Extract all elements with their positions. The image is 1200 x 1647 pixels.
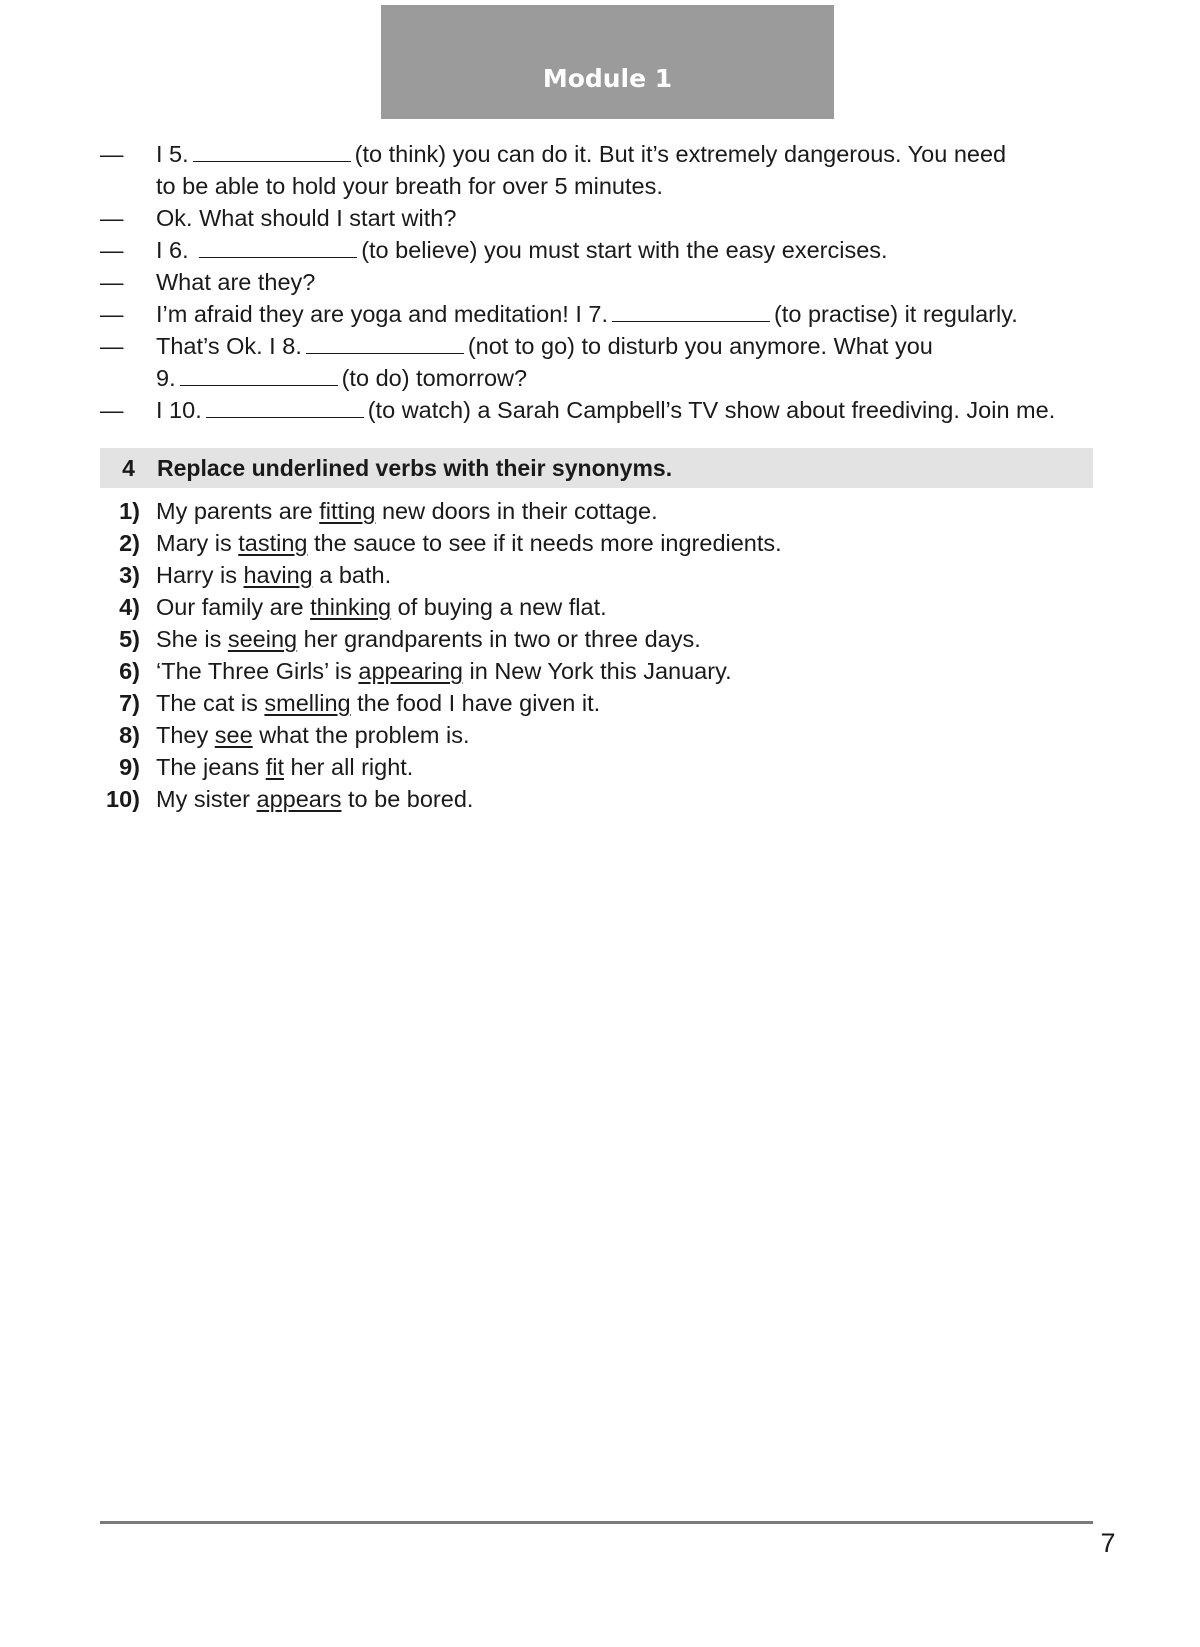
item-text-after: the sauce to see if it needs more ingredients.	[307, 530, 782, 556]
item-text-before: Our family are	[156, 594, 311, 620]
dialogue-segment: (to believe) you must start with the easy exercises.	[361, 237, 888, 263]
item-number: 5)	[119, 626, 140, 652]
dialogue-line	[100, 266, 1100, 298]
dialogue-dash: —	[100, 205, 124, 231]
item-text	[156, 527, 782, 559]
dialogue-line	[100, 234, 1100, 266]
item-text-after: her grandparents in two or three days.	[297, 626, 701, 652]
item-text-before: Harry is	[156, 562, 244, 588]
dialogue-line	[100, 330, 1100, 362]
item-text-before: The jeans	[156, 754, 266, 780]
item-text-before: The cat is	[156, 690, 265, 716]
dialogue-dash: —	[100, 301, 124, 327]
item-number: 4)	[119, 594, 140, 620]
item-text	[156, 655, 732, 687]
item-text	[156, 623, 701, 655]
underlined-verb: fit	[265, 754, 285, 780]
dialogue-text	[156, 330, 1100, 362]
dialogue-segment: (to think) you can do it. But it’s extremely dangerous. You need	[354, 141, 1007, 167]
item-text	[156, 719, 470, 751]
dialogue-text	[156, 234, 1100, 266]
exercise-number: 4	[122, 454, 135, 481]
dialogue-line	[100, 138, 1100, 170]
underlined-verb: tasting	[238, 530, 308, 556]
underlined-verb: fitting	[319, 498, 376, 524]
answer-blank[interactable]	[206, 395, 364, 418]
item-number: 2)	[119, 530, 140, 556]
underlined-verb: see	[214, 722, 253, 748]
exercise-heading	[100, 448, 1093, 488]
item-text-before: They	[156, 722, 215, 748]
item-text-after: in New York this January.	[462, 658, 732, 684]
item-text	[156, 559, 391, 591]
item-number: 9)	[119, 754, 140, 780]
item-text-after: to be bored.	[341, 786, 474, 812]
list-item	[100, 623, 1100, 655]
item-text-after: her all right.	[284, 754, 414, 780]
item-text-before: My parents are	[156, 498, 320, 524]
dialogue-segment: I 5.	[156, 141, 189, 167]
footer-rule	[100, 1521, 1093, 1524]
list-item	[100, 687, 1100, 719]
dialogue-dash: —	[100, 397, 124, 423]
dialogue-dash: —	[100, 237, 124, 263]
dialogue-text	[156, 170, 1100, 202]
dialogue-segment: (to practise) it regularly.	[773, 301, 1018, 327]
dialogue-text	[156, 362, 1100, 394]
dialogue-segment: That’s Ok. I 8.	[156, 333, 302, 359]
item-number: 10)	[106, 786, 140, 812]
item-text-after: what the problem is.	[252, 722, 470, 748]
dialogue-text	[156, 202, 1100, 234]
answer-blank[interactable]	[199, 235, 357, 258]
module-title: Module 1	[542, 64, 673, 93]
underlined-verb: appears	[256, 786, 342, 812]
dialogue-segment: 9.	[156, 365, 176, 391]
item-text-before: ‘The Three Girls’ is	[156, 658, 359, 684]
item-number: 7)	[119, 690, 140, 716]
item-text-after: a bath.	[312, 562, 392, 588]
list-item	[100, 527, 1100, 559]
item-text-before: My sister	[156, 786, 257, 812]
list-item	[100, 751, 1100, 783]
dialogue-segment: What are they?	[156, 269, 316, 295]
dialogue-segment: to be able to hold your breath for over 5 minutes.	[156, 173, 663, 199]
underlined-verb: having	[243, 562, 313, 588]
list-item	[100, 495, 1100, 527]
exercise-instruction: Replace underlined verbs with their synonyms.	[157, 454, 673, 481]
dialogue-line	[100, 202, 1100, 234]
answer-blank[interactable]	[193, 139, 351, 162]
item-text	[156, 591, 607, 623]
item-number: 8)	[119, 722, 140, 748]
list-item	[100, 719, 1100, 751]
item-text	[156, 495, 658, 527]
dialogue-line	[100, 362, 1100, 394]
dialogue-dash: —	[100, 269, 124, 295]
item-text	[156, 783, 473, 815]
answer-blank[interactable]	[180, 363, 338, 386]
dialogue-dash: —	[100, 141, 124, 167]
list-item	[100, 559, 1100, 591]
dialogue-segment: (to do) tomorrow?	[341, 365, 528, 391]
answer-blank[interactable]	[306, 331, 464, 354]
dialogue-text	[156, 266, 1100, 298]
dialogue-text	[156, 298, 1100, 330]
item-number: 3)	[119, 562, 140, 588]
item-text-after: the food I have given it.	[350, 690, 601, 716]
underlined-verb: appearing	[358, 658, 463, 684]
item-text-before: Mary is	[156, 530, 239, 556]
list-item	[100, 783, 1100, 815]
dialogue	[100, 138, 1100, 426]
dialogue-dash: —	[100, 333, 124, 359]
dialogue-dash	[100, 170, 156, 202]
item-number: 6)	[119, 658, 140, 684]
item-text-after: new doors in their cottage.	[375, 498, 658, 524]
module-header	[381, 5, 834, 119]
list-item	[100, 591, 1100, 623]
item-text-after: of buying a new flat.	[391, 594, 607, 620]
item-number: 1)	[119, 498, 140, 524]
exercise-items	[100, 495, 1100, 815]
underlined-verb: smelling	[264, 690, 351, 716]
dialogue-line	[100, 298, 1100, 330]
dialogue-segment: (to watch) a Sarah Campbell’s TV show about freediving. Join me.	[367, 397, 1056, 423]
dialogue-line	[100, 394, 1100, 426]
page-number: 7	[1100, 1528, 1116, 1558]
answer-blank[interactable]	[612, 299, 770, 322]
item-text	[156, 751, 413, 783]
dialogue-segment: I 6.	[156, 237, 196, 263]
dialogue-dash	[100, 362, 156, 394]
item-text-before: She is	[156, 626, 228, 652]
item-text	[156, 687, 600, 719]
dialogue-segment: (not to go) to disturb you anymore. What you	[467, 333, 933, 359]
underlined-verb: thinking	[310, 594, 392, 620]
dialogue-segment: I 10.	[156, 397, 202, 423]
list-item	[100, 655, 1100, 687]
dialogue-segment: Ok. What should I start with?	[156, 205, 457, 231]
dialogue-text	[156, 138, 1100, 170]
dialogue-text	[156, 394, 1100, 426]
underlined-verb: seeing	[227, 626, 298, 652]
dialogue-segment: I’m afraid they are yoga and meditation! I 7.	[156, 301, 608, 327]
dialogue-line	[100, 170, 1100, 202]
